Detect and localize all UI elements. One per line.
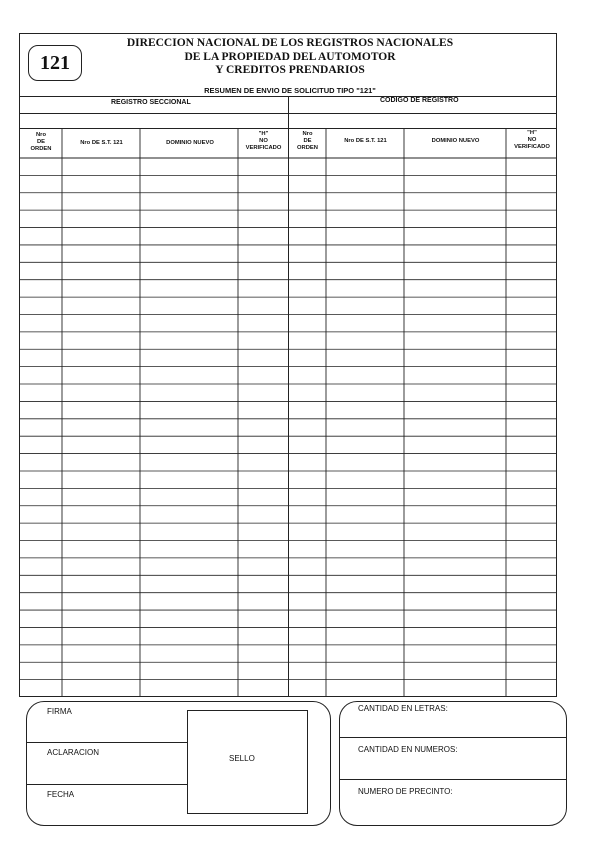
form-subtitle: RESUMEN DE ENVIO DE SOLICITUD TIPO "121" xyxy=(204,86,376,95)
col-dominio: DOMINIO NUEVO xyxy=(431,138,480,144)
divider xyxy=(27,742,187,743)
aclaracion-label: ACLARACION xyxy=(47,748,100,757)
divider xyxy=(27,784,187,785)
divider xyxy=(340,779,566,780)
sello-label: SELLO xyxy=(229,754,255,763)
col-nro-orden: Nro DE ORDEN xyxy=(297,131,318,151)
title-line: Y CREDITOS PRENDARIOS xyxy=(215,64,365,76)
cantidad-numeros-label: CANTIDAD EN NUMEROS: xyxy=(358,745,458,754)
col-nro-st: Nro DE S.T. 121 xyxy=(344,138,387,144)
col-nro-orden: Nro DE ORDEN xyxy=(30,132,52,152)
col-nro-st: Nro DE S.T. 121 xyxy=(80,140,123,146)
col-no-verificado: "H" NO VERIFICADO xyxy=(245,131,282,151)
codigo-registro-label: CODIGO DE REGISTRO xyxy=(380,97,459,104)
col-no-verificado: "H" NO VERIFICADO xyxy=(514,130,550,150)
registro-seccional-label: REGISTRO SECCIONAL xyxy=(111,99,191,106)
cantidad-letras-label: CANTIDAD EN LETRAS: xyxy=(358,704,448,713)
quantity-box xyxy=(339,701,567,826)
title-line: DE LA PROPIEDAD DEL AUTOMOTOR xyxy=(184,50,396,63)
fecha-label: FECHA xyxy=(47,790,75,799)
form-number-badge: 121 xyxy=(28,45,82,81)
title-line: DIRECCION NACIONAL DE LOS REGISTROS NACIONALES xyxy=(126,37,454,49)
divider xyxy=(340,737,566,738)
col-dominio: DOMINIO NUEVO xyxy=(166,140,214,146)
firma-label: FIRMA xyxy=(47,707,72,716)
numero-precinto-label: NUMERO DE PRECINTO: xyxy=(358,787,453,796)
